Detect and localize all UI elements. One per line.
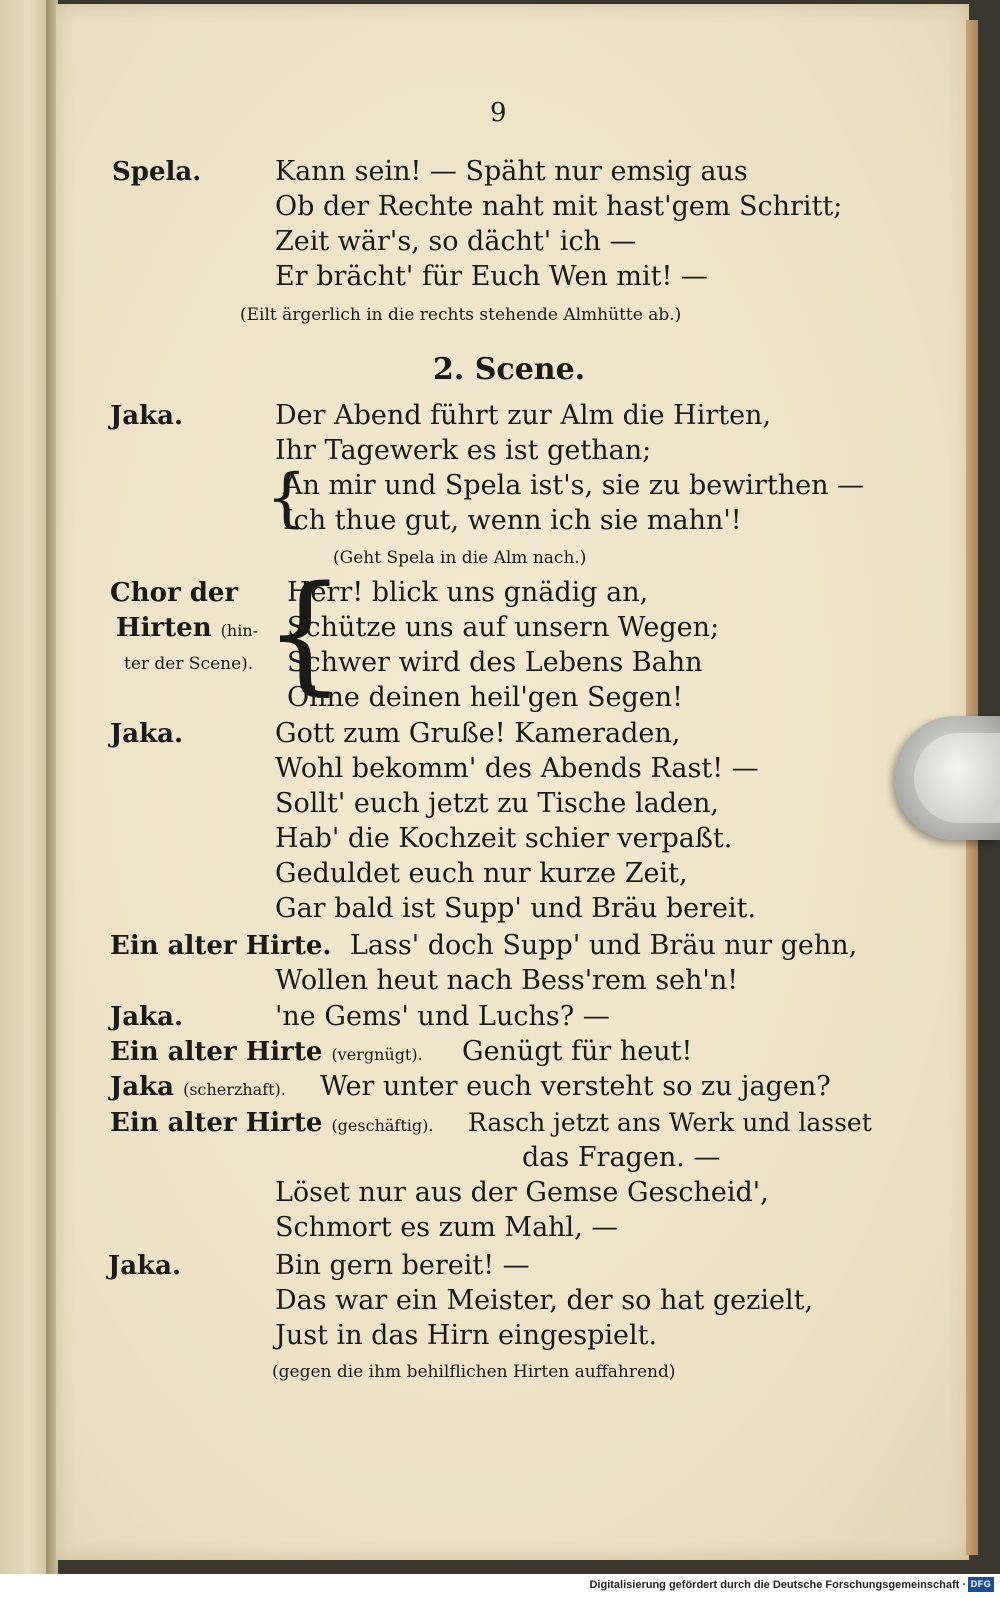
verse-line: das Fragen. —	[522, 1142, 721, 1173]
verse-line: Geduldet euch nur kurze Zeit,	[275, 858, 688, 889]
speaker-note: (vergnügt).	[331, 1045, 423, 1064]
verse-line: Wohl bekomm' des Abends Rast! —	[275, 753, 759, 784]
page-clip-highlight	[914, 733, 1000, 823]
bracket-mark: {	[266, 461, 307, 535]
verse-line: Rasch jetzt ans Werk und lasset	[468, 1108, 872, 1137]
speaker-jaka: Jaka	[110, 1072, 175, 1102]
stage-direction: (gegen die ihm behilflichen Hirten auffahrend)	[272, 1362, 676, 1382]
speaker-note: (geschäftig).	[331, 1116, 434, 1135]
verse-line: Ich thue gut, wenn ich sie mahn'!	[283, 505, 742, 536]
verse-line: Schmort es zum Mahl, —	[275, 1212, 619, 1243]
speaker-line	[110, 1036, 423, 1071]
verse-line: Hab' die Kochzeit schier verpaßt.	[275, 823, 733, 854]
speaker-alter-hirte: Ein alter Hirte.	[110, 931, 332, 961]
stage-direction: (Geht Spela in die Alm nach.)	[333, 548, 587, 568]
bracket-mark: {	[264, 559, 346, 708]
footer-credit: Digitalisierung gefördert durch die Deutsche Forschungsgemeinschaft ·	[589, 1579, 966, 1591]
speaker-jaka: Jaka.	[110, 719, 184, 749]
verse-line: Zeit wär's, so dächt' ich —	[275, 226, 637, 257]
speaker-line	[110, 1071, 286, 1106]
speaker-chor: Chor der	[110, 578, 239, 608]
dfg-logo: DFG	[968, 1577, 994, 1592]
verse-line: An mir und Spela ist's, sie zu bewirthen —	[283, 470, 865, 501]
verse-line: Lass' doch Supp' und Bräu nur gehn,	[350, 930, 858, 961]
verse-line: Schütze uns auf unsern Wegen;	[287, 612, 720, 643]
verse-line: Just in das Hirn eingespielt.	[275, 1320, 658, 1351]
verse-line: Kann sein! — Späht nur emsig aus	[275, 156, 748, 187]
speaker-chor-name: Hirten	[116, 613, 212, 643]
verse-line: Schwer wird des Lebens Bahn	[287, 647, 703, 678]
scene-heading: 2. Scene.	[433, 352, 586, 387]
verse-line: Wer unter euch versteht so zu jagen?	[320, 1071, 831, 1102]
verse-line: Gott zum Gruße! Kameraden,	[275, 718, 681, 749]
verse-line: Das war ein Meister, der so hat gezielt,	[275, 1285, 814, 1316]
speaker-jaka: Jaka.	[110, 1002, 184, 1032]
speaker-spela: Spela.	[112, 157, 202, 187]
verse-line: Sollt' euch jetzt zu Tische laden,	[275, 788, 719, 819]
speaker-jaka: Jaka.	[108, 1251, 182, 1281]
verse-line: Wollen heut nach Bess'rem seh'n!	[275, 965, 739, 996]
left-page-edge	[0, 0, 52, 1574]
speaker-alter-hirte: Ein alter Hirte	[110, 1108, 323, 1138]
speaker-jaka: Jaka.	[110, 401, 184, 431]
verse-line: Herr! blick uns gnädig an,	[287, 577, 649, 608]
speaker-line	[110, 1107, 433, 1142]
verse-line: Bin gern bereit! —	[275, 1250, 530, 1281]
verse-line: Löset nur aus der Gemse Gescheid',	[275, 1177, 769, 1208]
speaker-alter-hirte: Ein alter Hirte	[110, 1037, 323, 1067]
speaker-note: (scherzhaft).	[183, 1080, 286, 1099]
stage-direction: (Eilt ärgerlich in die rechts stehende Almhütte ab.)	[240, 305, 682, 325]
verse-line: Genügt für heut!	[462, 1036, 693, 1067]
verse-line: Ob der Rechte naht mit hast'gem Schritt;	[275, 191, 843, 222]
verse-line: Der Abend führt zur Alm die Hirten,	[275, 400, 772, 431]
speaker-note: ter der Scene).	[124, 654, 254, 674]
verse-line: Ihr Tagewerk es ist gethan;	[275, 435, 652, 466]
page-number: 9	[490, 98, 507, 128]
verse-line: 'ne Gems' und Luchs? —	[275, 1001, 610, 1032]
verse-line: Ohne deinen heil'gen Segen!	[287, 682, 683, 713]
speaker-note: (hin-	[220, 621, 259, 640]
speaker-chor-line2	[116, 612, 258, 647]
verse-line: Er brächt' für Euch Wen mit! —	[275, 261, 708, 292]
verse-line: Gar bald ist Supp' und Bräu bereit.	[275, 893, 757, 924]
